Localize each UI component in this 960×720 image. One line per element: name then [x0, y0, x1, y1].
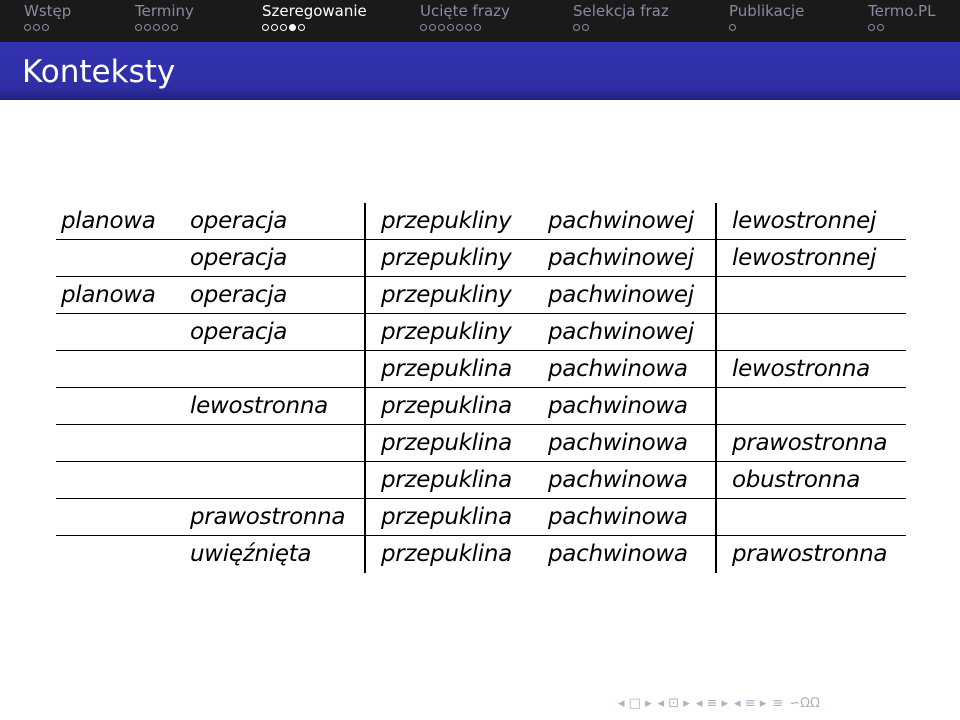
nav-section-dots — [24, 24, 51, 36]
context-cell: przepukliny — [381, 319, 512, 345]
context-cell: przepukliny — [381, 208, 512, 234]
nav-frame-dot[interactable] — [153, 24, 160, 31]
context-cell: przepuklina — [381, 541, 512, 567]
context-cell: przepukliny — [381, 282, 512, 308]
column-separator — [715, 277, 717, 313]
context-cell: operacja — [190, 208, 288, 234]
column-separator — [715, 536, 717, 573]
nav-section-dots — [262, 24, 307, 36]
frame-title-bar — [0, 42, 960, 100]
context-row — [56, 203, 906, 240]
context-row — [56, 425, 906, 462]
context-cell: pachwinowej — [548, 319, 694, 345]
context-row — [56, 351, 906, 388]
frame-title: Konteksty — [22, 54, 176, 90]
context-cell: planowa — [61, 282, 156, 308]
contexts-table — [56, 203, 906, 573]
context-cell: lewostronna — [190, 393, 328, 419]
nav-frame-dot[interactable] — [144, 24, 151, 31]
column-separator — [364, 536, 366, 573]
context-cell: lewostronnej — [732, 245, 877, 271]
context-row — [56, 499, 906, 536]
nav-section-dots — [729, 24, 738, 36]
context-row — [56, 240, 906, 277]
context-cell: obustronna — [732, 467, 861, 493]
section-icon[interactable]: ◂ ≡ ▸ — [734, 696, 767, 711]
context-cell: przepuklina — [381, 430, 512, 456]
column-separator — [715, 314, 717, 350]
context-cell: operacja — [190, 282, 288, 308]
nav-frame-dot[interactable] — [262, 24, 269, 31]
context-row — [56, 536, 906, 573]
column-separator — [364, 240, 366, 276]
context-row — [56, 277, 906, 314]
nav-frame-dot[interactable] — [474, 24, 481, 31]
context-cell: pachwinowa — [548, 430, 688, 456]
context-cell: pachwinowa — [548, 393, 688, 419]
nav-section-label[interactable]: Selekcja fraz — [573, 2, 669, 20]
nav-frame-dot[interactable] — [24, 24, 31, 31]
context-cell: lewostronna — [732, 356, 870, 382]
context-cell: prawostronna — [732, 430, 888, 456]
nav-section-label[interactable]: Publikacje — [729, 2, 805, 20]
nav-frame-dot[interactable] — [447, 24, 454, 31]
context-cell: przepuklina — [381, 467, 512, 493]
beamer-navigation-symbols — [618, 694, 826, 714]
context-cell: lewostronnej — [732, 208, 877, 234]
nav-frame-dot[interactable] — [42, 24, 49, 31]
nav-frame-dot[interactable] — [280, 24, 287, 31]
nav-section-dots — [135, 24, 180, 36]
align-icon[interactable]: ≡ — [772, 696, 784, 711]
nav-frame-dot[interactable] — [420, 24, 427, 31]
nav-frame-dot[interactable] — [438, 24, 445, 31]
nav-frame-dot[interactable] — [33, 24, 40, 31]
context-cell: przepukliny — [381, 245, 512, 271]
context-cell: pachwinowa — [548, 467, 688, 493]
context-row — [56, 314, 906, 351]
nav-frame-dot[interactable] — [582, 24, 589, 31]
context-cell: planowa — [61, 208, 156, 234]
column-separator — [364, 314, 366, 350]
column-separator — [715, 351, 717, 387]
column-separator — [364, 425, 366, 461]
column-separator — [364, 388, 366, 424]
nav-frame-dot[interactable] — [271, 24, 278, 31]
context-cell: pachwinowej — [548, 245, 694, 271]
context-row — [56, 388, 906, 425]
column-separator — [715, 240, 717, 276]
column-separator — [364, 462, 366, 498]
context-cell: uwięźnięta — [190, 541, 312, 567]
search-back-icon[interactable]: ∽ΩΩ — [789, 696, 820, 711]
context-cell: pachwinowej — [548, 208, 694, 234]
context-cell: przepuklina — [381, 356, 512, 382]
nav-frame-dot[interactable] — [877, 24, 884, 31]
context-cell: operacja — [190, 245, 288, 271]
nav-frame-dot[interactable] — [456, 24, 463, 31]
nav-section-label[interactable]: Wstęp — [24, 2, 72, 20]
nav-section-label[interactable]: Terminy — [135, 2, 194, 20]
nav-frame-dot[interactable] — [289, 24, 296, 31]
context-cell: pachwinowej — [548, 282, 694, 308]
section-navigation-bar — [0, 0, 960, 42]
context-cell: przepuklina — [381, 393, 512, 419]
column-separator — [364, 351, 366, 387]
column-separator — [715, 462, 717, 498]
prev-frame-icon[interactable]: ◂ ⊡ ▸ — [657, 696, 690, 711]
column-separator — [715, 388, 717, 424]
column-separator — [715, 203, 717, 239]
nav-frame-dot[interactable] — [162, 24, 169, 31]
column-separator — [715, 425, 717, 461]
column-separator — [715, 499, 717, 535]
context-cell: pachwinowa — [548, 504, 688, 530]
context-row — [56, 462, 906, 499]
column-separator — [364, 499, 366, 535]
nav-section-label[interactable]: Ucięte frazy — [420, 2, 510, 20]
nav-frame-dot[interactable] — [429, 24, 436, 31]
column-separator — [364, 203, 366, 239]
nav-frame-dot[interactable] — [573, 24, 580, 31]
nav-frame-dot[interactable] — [729, 24, 736, 31]
first-slide-icon[interactable]: ◂ □ ▸ — [618, 696, 652, 711]
nav-frame-dot[interactable] — [868, 24, 875, 31]
context-cell: pachwinowa — [548, 356, 688, 382]
nav-frame-dot[interactable] — [171, 24, 178, 31]
subsection-icon[interactable]: ◂ ≡ ▸ — [695, 696, 729, 711]
column-separator — [364, 277, 366, 313]
context-cell: prawostronna — [190, 504, 346, 530]
nav-frame-dot[interactable] — [135, 24, 142, 31]
context-cell: pachwinowa — [548, 541, 688, 567]
nav-section-label[interactable]: Szeregowanie — [262, 2, 367, 20]
nav-section-dots — [420, 24, 483, 36]
nav-section-dots — [868, 24, 886, 36]
nav-section-dots — [573, 24, 591, 36]
nav-section-label[interactable]: Termo.PL — [868, 2, 936, 20]
nav-frame-dot[interactable] — [465, 24, 472, 31]
context-cell: przepuklina — [381, 504, 512, 530]
context-cell: prawostronna — [732, 541, 888, 567]
nav-frame-dot[interactable] — [298, 24, 305, 31]
context-cell: operacja — [190, 319, 288, 345]
